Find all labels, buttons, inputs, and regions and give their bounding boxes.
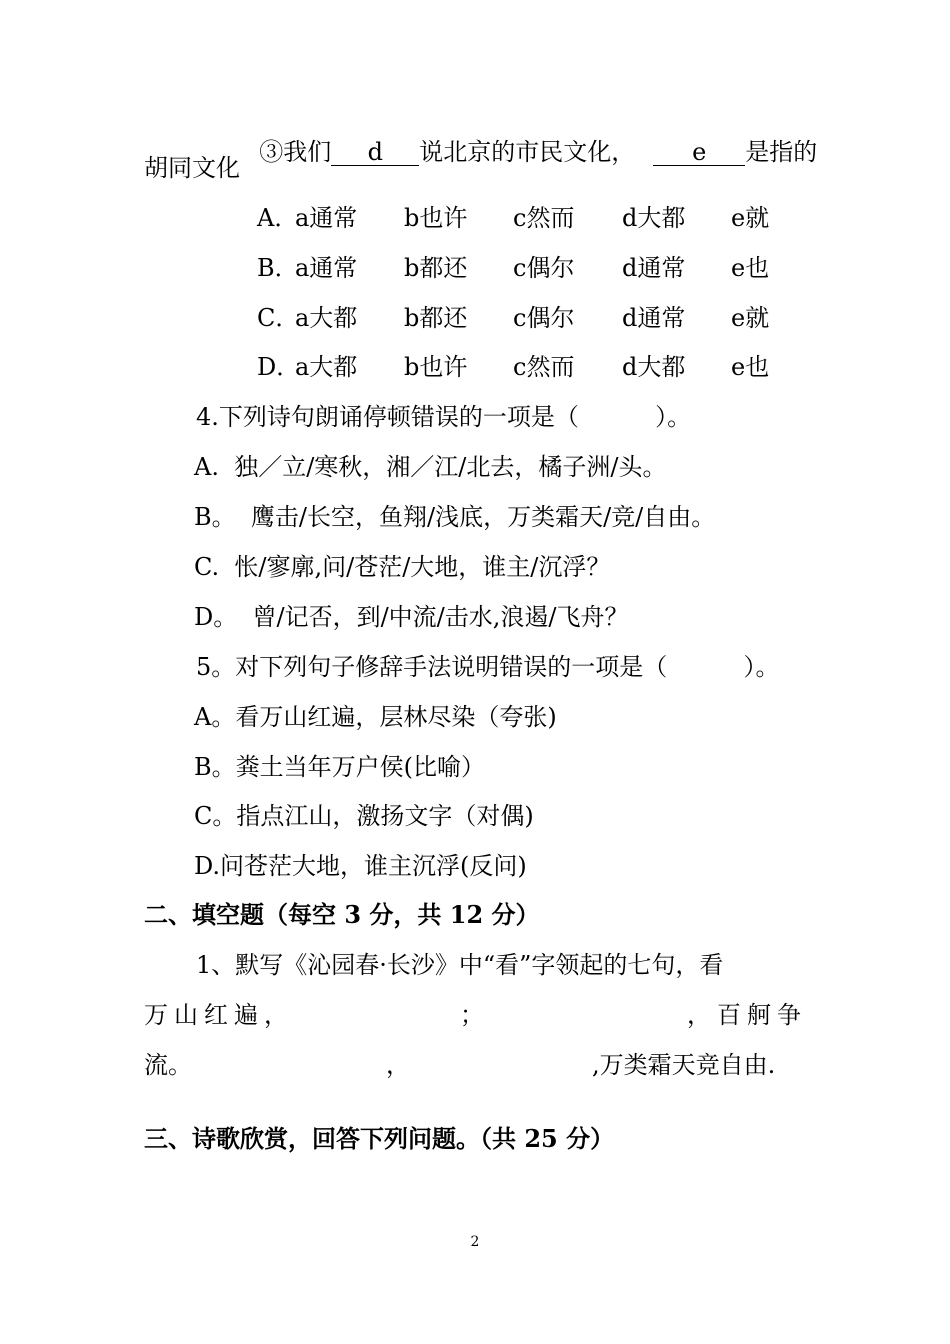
blank-e: e	[653, 135, 745, 166]
q3-option-4-c: c然而	[513, 353, 575, 381]
q3-option-3-e: e就	[731, 304, 770, 332]
section2-heading: 二、填空题（每空 3 分，共 12 分）	[144, 900, 540, 929]
q3-option-4-b: b也许	[404, 353, 468, 381]
q3-option-4-letter: D．	[257, 353, 301, 381]
q4-option-b: B。 鹰击/长空，鱼翔/浅底，万类霜天/竞/自由。	[194, 503, 716, 531]
q4-option-c: C. 怅/寥廓,问/苍茫/大地，谁主/沉浮？	[194, 553, 611, 581]
q3-middle: 说北京的市民文化，	[419, 138, 636, 166]
section2-q1-line3-a: 流。	[144, 1051, 192, 1079]
section2-q1-line2-c: ，百舸争	[687, 1001, 807, 1029]
section2-q1-line2-b: ；	[460, 1001, 484, 1029]
q5-stem: 5。对下列句子修辞手法说明错误的一项是（ ）。	[196, 653, 780, 681]
blank-d: d	[331, 135, 419, 166]
section3-heading: 三、诗歌欣赏，回答下列问题。（共 25 分）	[144, 1124, 615, 1153]
q3-option-2-a: a通常	[295, 254, 358, 282]
q3-option-1-a: a通常	[295, 204, 358, 232]
q3-option-2-d: d通常	[622, 254, 686, 282]
q3-option-1-letter: A．	[257, 204, 299, 232]
q3-option-3-letter: C．	[257, 304, 300, 332]
q3-option-1-d: d大都	[622, 204, 686, 232]
section2-q1-line2-a: 万山红遍，	[144, 1001, 294, 1029]
q3-option-3-c: c偶尔	[513, 304, 575, 332]
q3-prefix: ③我们	[259, 138, 332, 166]
q3-line1	[244, 101, 817, 169]
section2-q1-line1: 1、默写《沁园春·长沙》中“看”字领起的七句，看	[196, 951, 724, 979]
q3-option-4-e: e也	[731, 353, 770, 381]
q5-option-a: A。看万山红遍，层林尽染（夸张)	[194, 703, 557, 731]
q4-option-d: D。 曾/记否，到/中流/击水,浪遏/飞舟？	[194, 603, 629, 631]
q3-suffix: 是指的	[745, 138, 818, 166]
q3-option-2-c: c偶尔	[513, 254, 575, 282]
q4-stem: 4.下列诗句朗诵停顿错误的一项是（ ）。	[196, 403, 692, 431]
q3-option-3-b: b都还	[404, 304, 468, 332]
page-number: 2	[470, 1234, 480, 1250]
q3-option-3-a: a大都	[295, 304, 358, 332]
section2-q1-line3-b: ，	[386, 1051, 410, 1079]
q3-option-3-d: d通常	[622, 304, 686, 332]
q3-option-1-b: b也许	[404, 204, 468, 232]
q3-option-2-e: e也	[731, 254, 770, 282]
q3-option-4-a: a大都	[295, 353, 358, 381]
q5-option-d: D.问苍茫大地，谁主沉浮(反问)	[194, 852, 527, 880]
q3-option-2-b: b都还	[404, 254, 468, 282]
q5-option-c: C。指点江山，激扬文字（对偶)	[194, 802, 534, 830]
q5-option-b: B。粪土当年万户侯(比喻）	[194, 753, 485, 781]
q3-line2: 胡同文化	[144, 154, 240, 182]
q3-option-1-e: e就	[731, 204, 770, 232]
q3-option-1-c: c然而	[513, 204, 575, 232]
section2-q1-line3-c: ,万类霜天竞自由.	[592, 1051, 776, 1079]
q3-option-4-d: d大都	[622, 353, 686, 381]
q3-option-2-letter: B．	[257, 254, 299, 282]
q4-option-a: A. 独／立/寒秋，湘／江/北去，橘子洲/头。	[194, 453, 667, 481]
